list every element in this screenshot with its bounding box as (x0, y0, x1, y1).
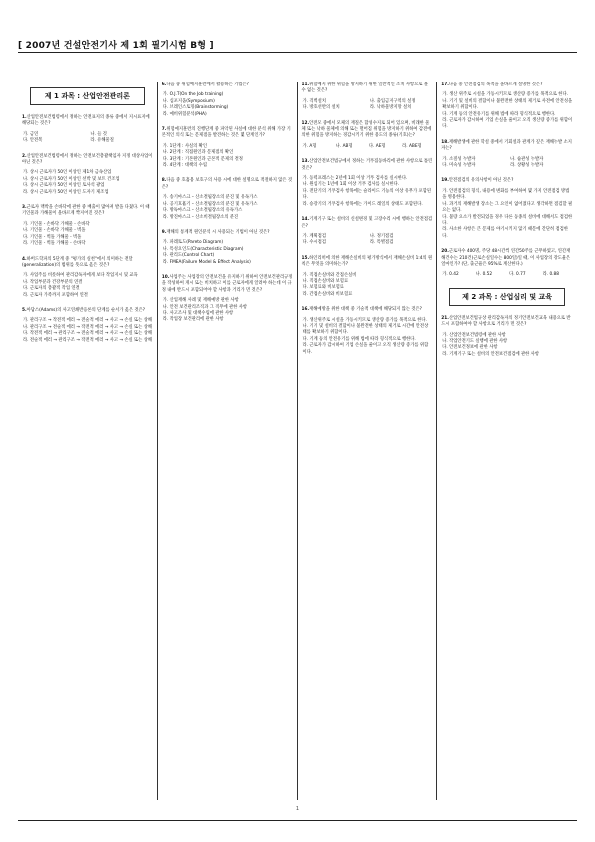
answer-option: 나. 작업안전기도 실행에 관한 사항 (442, 338, 508, 344)
question-text (162, 275, 293, 294)
answer-option: 라. 전술적 에러 → 관리구조 → 작전적 에러 → 사고 → 손실 또는 상해 (23, 337, 152, 343)
question-stem: 산업안전보건법령에서 정하는 안전보건총괄책임자 지정 대상사업이 아닌 것은? (22, 153, 153, 166)
question-stem: 다음 중 위험예지훈련에서 활용하는 기법은? (166, 82, 249, 87)
section-title: 제 2 과목 : 산업심리 및 교육 (449, 288, 565, 306)
answer-option: 라. 특별점검 (369, 240, 394, 246)
answer-option: 가. 안전점검의 형식, 내용에 변화를 부여하여 몇 가지 안전점검 방법을 병용한다. (442, 188, 570, 201)
question-text (22, 308, 153, 314)
answer-option: 다. 기계 등의 안전유기를 위해 법에 따라 형식적으로 행한다. (302, 336, 416, 342)
question-stem: 안전모 중에서 모체의 재질은 합성수지로 되어 있으며, 비래한 물체 또는 낙하 물체에 의해 또는 떨어짐 위험을 방지하기 위하여 감전에 의한 위험을 방지하는 경감시키기 위한 용도의 종류(기호)는? (301, 120, 432, 139)
answer-option: 가. 격벽설치 (302, 98, 326, 104)
answer-option: 라. FMEA(Failure Model & Effect Analysis) (162, 259, 251, 265)
answer-option: 다. 관리도(Control Chart) (162, 253, 215, 259)
question-item (302, 307, 433, 356)
answer-options (22, 273, 153, 299)
question-text (441, 82, 573, 88)
answer-option: 라. 예비위험분석(PHA) (162, 111, 207, 117)
answer-option: 다. 0.77 (509, 272, 526, 278)
answer-option: 다. 기계 등의 안전유기를 위해 법에 따라 형식적으로 행한다. (442, 111, 556, 117)
answer-option: 나. 과거의 재해발생 장소는 그 요인이 없어졌다고 생각하면 점검할 필요는 없다. (442, 201, 573, 214)
answer-option: 나. 원심기는 1년에 1회 이상 거푸 검사를 실시한다. (302, 182, 400, 188)
question-item (22, 115, 153, 145)
answer-option: 나. 특성요인도(Characteristic Diagram) (162, 246, 244, 252)
question-item (162, 275, 293, 324)
answer-option: 다. 3단계 : 기본원인과 근본적 문제의 결정 (162, 156, 243, 162)
question-number: 13. (301, 159, 310, 165)
question-number: 17. (441, 82, 449, 87)
question-stem: 산업안전보건법규에서 정하는 거푸집동바리에 관한 사항으로 틀린 것은? (301, 159, 433, 171)
answer-option: 다. 사고조사 및 대책수립에 관한 사항 (162, 310, 234, 316)
question-number: 7. (161, 127, 167, 133)
question-stem: 위험예지훈련의 진행단계 중 파악된 사실에 대한 분석 위해 가장 기본적인 의식 또는 문제점을 발견하는 것은 몇 단계인가? (161, 127, 291, 139)
top-divider (18, 52, 577, 53)
page-header-title: [ 2007년 건설안전기사 제 1회 필기시험 B형 ] (18, 41, 214, 51)
answer-options (162, 298, 293, 324)
question-item (441, 249, 573, 279)
answer-option: 다. AE형 (368, 143, 386, 149)
answer-option: 가. 1단계 : 사실의 확인 (162, 143, 207, 149)
question-item (22, 257, 153, 299)
question-text (22, 154, 153, 167)
question-text (22, 205, 153, 218)
answer-option: 나. 출입금지구역의 설정 (369, 98, 416, 104)
question-stem: 기계기구 또는 설비의 신설변경 및 고장수리 시에 행하는 안전점검은? (301, 217, 433, 229)
answer-option: 나. 습관성 누발자 (510, 156, 544, 162)
answer-option: 다. 방호선반의 설치 (302, 105, 340, 111)
answer-options (441, 272, 573, 278)
answer-options (162, 92, 293, 118)
answer-option: 가. 파레토도(Pareto Diagram) (162, 240, 224, 246)
column-2 (158, 82, 298, 800)
answer-option: 다. 상시 근로자가 50인 이상인 토사석 광업 (23, 183, 105, 189)
answer-option: 나. 기기 및 설비의 결함이나 불완전한 상태의 제거로 시간에 안전상태를 확보하기 위함이다. (302, 323, 429, 336)
question-number: 21. (441, 315, 449, 321)
answer-option: 다. 브레인스토밍(Brainstorming) (162, 105, 229, 111)
answer-option: 다. 수시점검 (302, 240, 326, 246)
answer-option: 라. 낙하물방지망 설치 (369, 105, 412, 111)
column-1 (18, 82, 158, 800)
question-item (302, 217, 433, 247)
question-item (162, 82, 293, 118)
question-stem: 재해의 통계적 원인분석 시 사용되는 기법이 아닌 것은? (166, 229, 270, 235)
question-stem: 아담스(Adams)의 사고연쇄반응론의 단계를 순서가 옳은 것은? (26, 307, 146, 313)
answer-option: 다. 방독마스크 – 산소결핍장소의 유독가스 (162, 208, 243, 214)
bottom-divider (18, 820, 577, 821)
answer-option: 다. 안전복 (23, 138, 43, 144)
answer-option: 가. 관리구조 → 작전적 에러 → 전술적 에러 → 사고 → 손실 또는 상해 (23, 318, 152, 324)
answer-options (302, 99, 433, 112)
answer-options (302, 273, 433, 299)
answer-option: 라. 근로자 가족까지 포함하여 연결 (23, 292, 88, 298)
question-item (441, 82, 573, 131)
question-stem: 산업안전보건법령에서 정하는 안전표지의 종류 중에서 지시표지에 해당되는 것은? (22, 115, 150, 127)
answer-option: 라. 작업장 보건관리에 관한 사항 (162, 317, 224, 323)
answer-options (162, 144, 293, 170)
question-stem: 안전점검의 유의사항이 아닌 것은? (448, 178, 514, 184)
answer-option: 가. 송기마스크 – 산소결핍장소의 분진 및 유독가스 (162, 195, 258, 201)
answer-options (441, 333, 573, 359)
question-text (302, 307, 433, 313)
answer-option: 라. ABE형 (402, 143, 422, 149)
question-text (441, 316, 573, 329)
answer-option: 가. 동력프레스는 2년에 1회 이상 거푸 검사를 실시한다. (302, 176, 408, 182)
question-item (441, 178, 573, 240)
question-item (302, 159, 433, 208)
answer-options (22, 132, 153, 145)
answer-option: 가. A형 (302, 143, 317, 149)
answer-option: 다. 전단기의 거푸검사 항목에는 슬라이드 기능의 이상 유무가 포함된다. (302, 188, 432, 201)
page-number: 1 (295, 806, 300, 812)
answer-options (162, 195, 293, 221)
question-text (162, 178, 293, 191)
answer-option: 가. 생산 위주로 시설을 가동시키므로 생산량 증가를 목적으로 한다. (442, 92, 568, 98)
answer-option: 가. 금연 (23, 131, 39, 137)
question-number: 15. (301, 255, 310, 261)
answer-options (441, 92, 573, 130)
question-item (441, 140, 573, 170)
answer-options (441, 157, 573, 170)
answer-option: 나. 공기호흡기 – 산소결핍장소의 분진 및 유독가스 (162, 201, 258, 207)
question-text (441, 249, 573, 268)
question-stem: 사업주는 사업장의 안전보건을 유지하기 위하여 안전보건관리규정을 작성하여 게시 또는 비치하고 이를 근로자에게 알려야 하는데 이 규정 내에 반드시 포함되어야 할 사항과 거리가 먼 것은? (161, 274, 293, 293)
question-item (22, 154, 153, 196)
answer-option: 나. 심포지움(Symposium) (162, 98, 215, 104)
answer-option: 나. 안전 보건관리조직과 그 직무에 관한 사항 (162, 304, 248, 310)
question-text (22, 115, 153, 128)
question-stem: 하인리히에 의한 재해손실비의 평가방식에서 재해손실비 1:4의 원칙은 무엇을 의미하는가? (301, 255, 433, 268)
answer-option: 가. 계획점검 (302, 233, 326, 239)
question-stem: 위험예지 위한 위험을 방지하기 위한 일반적인 조치 사항으로 볼 수 없는 것은? (301, 82, 428, 94)
question-stem: 근로자 맥박을 손바닥에 관한 중 배출이 많아져 발을 다쳤다. 이 때 기인물과 가해물이 올바르게 짝지어진 것은? (22, 205, 150, 217)
answer-option: 다. 보험료와 비보험료 (302, 285, 344, 291)
question-item (162, 230, 293, 266)
question-text (162, 230, 293, 236)
answer-option: 라. 간접손실비와 비보험료 (302, 291, 353, 297)
question-item (162, 178, 293, 220)
answer-option: 라. 사소한 사항은 큰 문제를 야기시키지 않기 때문에 간단히 점검한다. (442, 227, 568, 239)
section-title: 제 1 과목 : 산업안전관리론 (30, 87, 145, 105)
answer-option: 라. 방진마스크 – 산소비결핍장소의 분진 (162, 214, 239, 220)
answer-option: 라. 유해물질 (90, 138, 114, 144)
answer-option: 다. 작전적 에러 → 관리구조 → 전술적 에러 → 사고 → 손실 또는 상해 (23, 331, 152, 337)
question-text (302, 121, 433, 140)
question-text (302, 82, 433, 95)
answer-option: 라. 근로자가 감시하여 기업 손실을 줄이고 오직 생산량 증가를 위함이다. (442, 118, 573, 130)
answer-option: 라. 근로자가 감시하여 기업 손실을 줄이고 오직 생산량 증가를 위함이다. (302, 343, 429, 355)
question-number: 12. (301, 120, 310, 126)
answer-option: 나. 기기 및 설비의 결함이나 불완전한 상태의 제거로 사전에 안전성을 확보하기 위함이다. (442, 98, 573, 111)
question-number: 8. (161, 178, 167, 184)
answer-option: 가. 사업주를 비롯하여 관리감독자에게 보다 작업지시 및 교육 (23, 273, 138, 279)
answer-options (302, 176, 433, 208)
answer-options (302, 234, 433, 247)
question-number: 16. (301, 307, 310, 313)
question-columns (18, 82, 577, 800)
answer-option: 나. 2단계 : 직접원인과 문제점의 확인 (162, 150, 234, 156)
answer-option: 라. 0.88 (542, 272, 560, 278)
answer-option: 다. 안전보건정보에 관한 사항 (442, 345, 498, 351)
answer-option: 다. 불량 요소가 발견되었을 경우 다른 동종의 설비에 대해서도 점검한다. (442, 214, 573, 226)
question-stem: 다음 중 호흡용 보호구의 사용 시에 대한 설명으로 적절하지 않은 것은? (161, 178, 293, 190)
answer-option: 나. 직접손실비와 보험료 (302, 278, 349, 284)
question-number: 1. (22, 115, 27, 120)
answer-option: 나. 기인물 - 손바닥 가해물 - 벽돌 (23, 228, 86, 234)
answer-option: 라. 상시 근로자가 50인 이상인 도자기 제조업 (23, 189, 109, 195)
answer-options (441, 189, 573, 240)
question-text (441, 178, 573, 184)
answer-option: 나. 작업부분과 건강부분의 연결 (23, 279, 83, 285)
answer-options (22, 222, 153, 248)
question-number: 14. (301, 217, 310, 223)
question-number: 4. (22, 256, 27, 262)
question-number: 6. (161, 82, 167, 87)
question-number: 10. (161, 274, 170, 280)
answer-option: 나. 들 것 (90, 131, 107, 137)
answer-option: 다. 기인물 - 벽돌 가해물 - 벽돌 (23, 234, 82, 240)
answer-option: 다. 미숙성 누발자 (442, 163, 476, 169)
answer-option: 나. 정기점검 (369, 233, 394, 239)
question-item (22, 308, 153, 344)
question-number: 2. (22, 153, 27, 159)
question-text (302, 217, 433, 230)
question-text (302, 159, 433, 172)
question-text (302, 256, 433, 269)
answer-option: 라. 승강기의 거푸검사 항목에는 가이드 레일의 상태도 포함된다. (302, 201, 423, 207)
question-item (302, 121, 433, 151)
question-text (441, 140, 573, 153)
question-stem: 재해발생에 관한 학설 중에서 기회설과 관계가 깊은 재해누발 소지자는? (441, 139, 572, 152)
answer-option: 나. 상시 근로자가 50인 이상인 선박 및 보트 건조업 (23, 176, 120, 182)
answer-option: 나. AB형 (335, 143, 353, 149)
question-number: 20. (441, 249, 449, 255)
question-stem: 산업안전보건법규상 관리감독자의 정기안전보건교육 내용으로 반드시 포함하여야 할 사항으로 거리가 먼 것은? (441, 315, 571, 328)
answer-option: 라. 상황성 누발자 (510, 163, 544, 169)
question-text (22, 257, 153, 270)
answer-option: 가. 직접손실비와 간접손실비 (302, 272, 357, 278)
answer-options (22, 170, 153, 196)
answer-option: 가. 산업재해 사례 및 재해예방 관한 사항 (162, 298, 239, 304)
answer-option: 라. 기계기구 또는 설비의 안전보건점검에 관한 사항 (442, 351, 539, 357)
answer-option: 가. 상시 근로자가 50인 이상인 제1차 금속산업 (23, 170, 112, 176)
answer-option: 나. 관리구조 → 전술적 에러 → 작전적 에러 → 사고 → 손실 또는 상해 (23, 324, 152, 330)
question-number: 3. (22, 205, 27, 211)
answer-option: 라. 4단계 : 대책의 수립 (162, 163, 207, 169)
question-number: 5. (22, 307, 27, 313)
question-item (302, 256, 433, 298)
answer-option: 가. 기인물 - 손바닥 가해물 - 손바닥 (23, 221, 90, 227)
column-4 (437, 82, 577, 800)
column-3 (298, 82, 438, 800)
question-stem: 근로자수 400명, 주당 48시간씩 연간50주를 근무하였고, 연간재해건수는 210건(근로손실일수는 800일)일 때, 이 사업장의 강도율은 얼마인가? (단, 출근율은 95%로 계산한다.) (441, 249, 571, 267)
question-item (302, 82, 433, 112)
answer-option: 라. 기인물 - 벽돌 가해물 - 손바닥 (23, 241, 86, 247)
question-item (441, 316, 573, 358)
answer-option: 다. 근로자의 총괄적 작업 연결 (23, 286, 80, 292)
question-item (22, 205, 153, 247)
question-text (162, 82, 293, 88)
answer-option: 가. 산업안전보건법령에 관한 사항 (442, 332, 506, 338)
answer-option: 가. 소질성 누발자 (442, 156, 476, 162)
answer-options (302, 318, 433, 356)
question-number: 18. (441, 139, 449, 145)
answer-option: 가. O.J.T(On the Job training) (162, 92, 224, 98)
question-number: 11. (301, 82, 310, 87)
question-number: 19. (441, 178, 449, 184)
question-number: 9. (161, 229, 167, 235)
answer-options (22, 318, 153, 344)
question-stem: 하버드학파의 5단계 중 "평가의 실천"에서 의미하는 전달(generalization)의 범위를 뜻으로 옳은 것은? (22, 256, 133, 268)
answer-option: 가. 0.42 (442, 272, 459, 278)
answer-option: 가. 생산위주로 시설을 가동시키므로 생산량 증가를 목적으로 한다. (302, 317, 427, 323)
answer-options (302, 144, 433, 150)
question-item (162, 127, 293, 169)
question-stem: 재해예방을 위한 대책 중 기술적 대책에 해당되지 않는 것은? (309, 307, 422, 313)
question-text (162, 127, 293, 140)
answer-option: 나. 0.52 (475, 272, 493, 278)
question-stem: 다음 중 안전점검의 목적을 올바르게 설명한 것은? (448, 82, 543, 87)
answer-options (162, 240, 293, 266)
